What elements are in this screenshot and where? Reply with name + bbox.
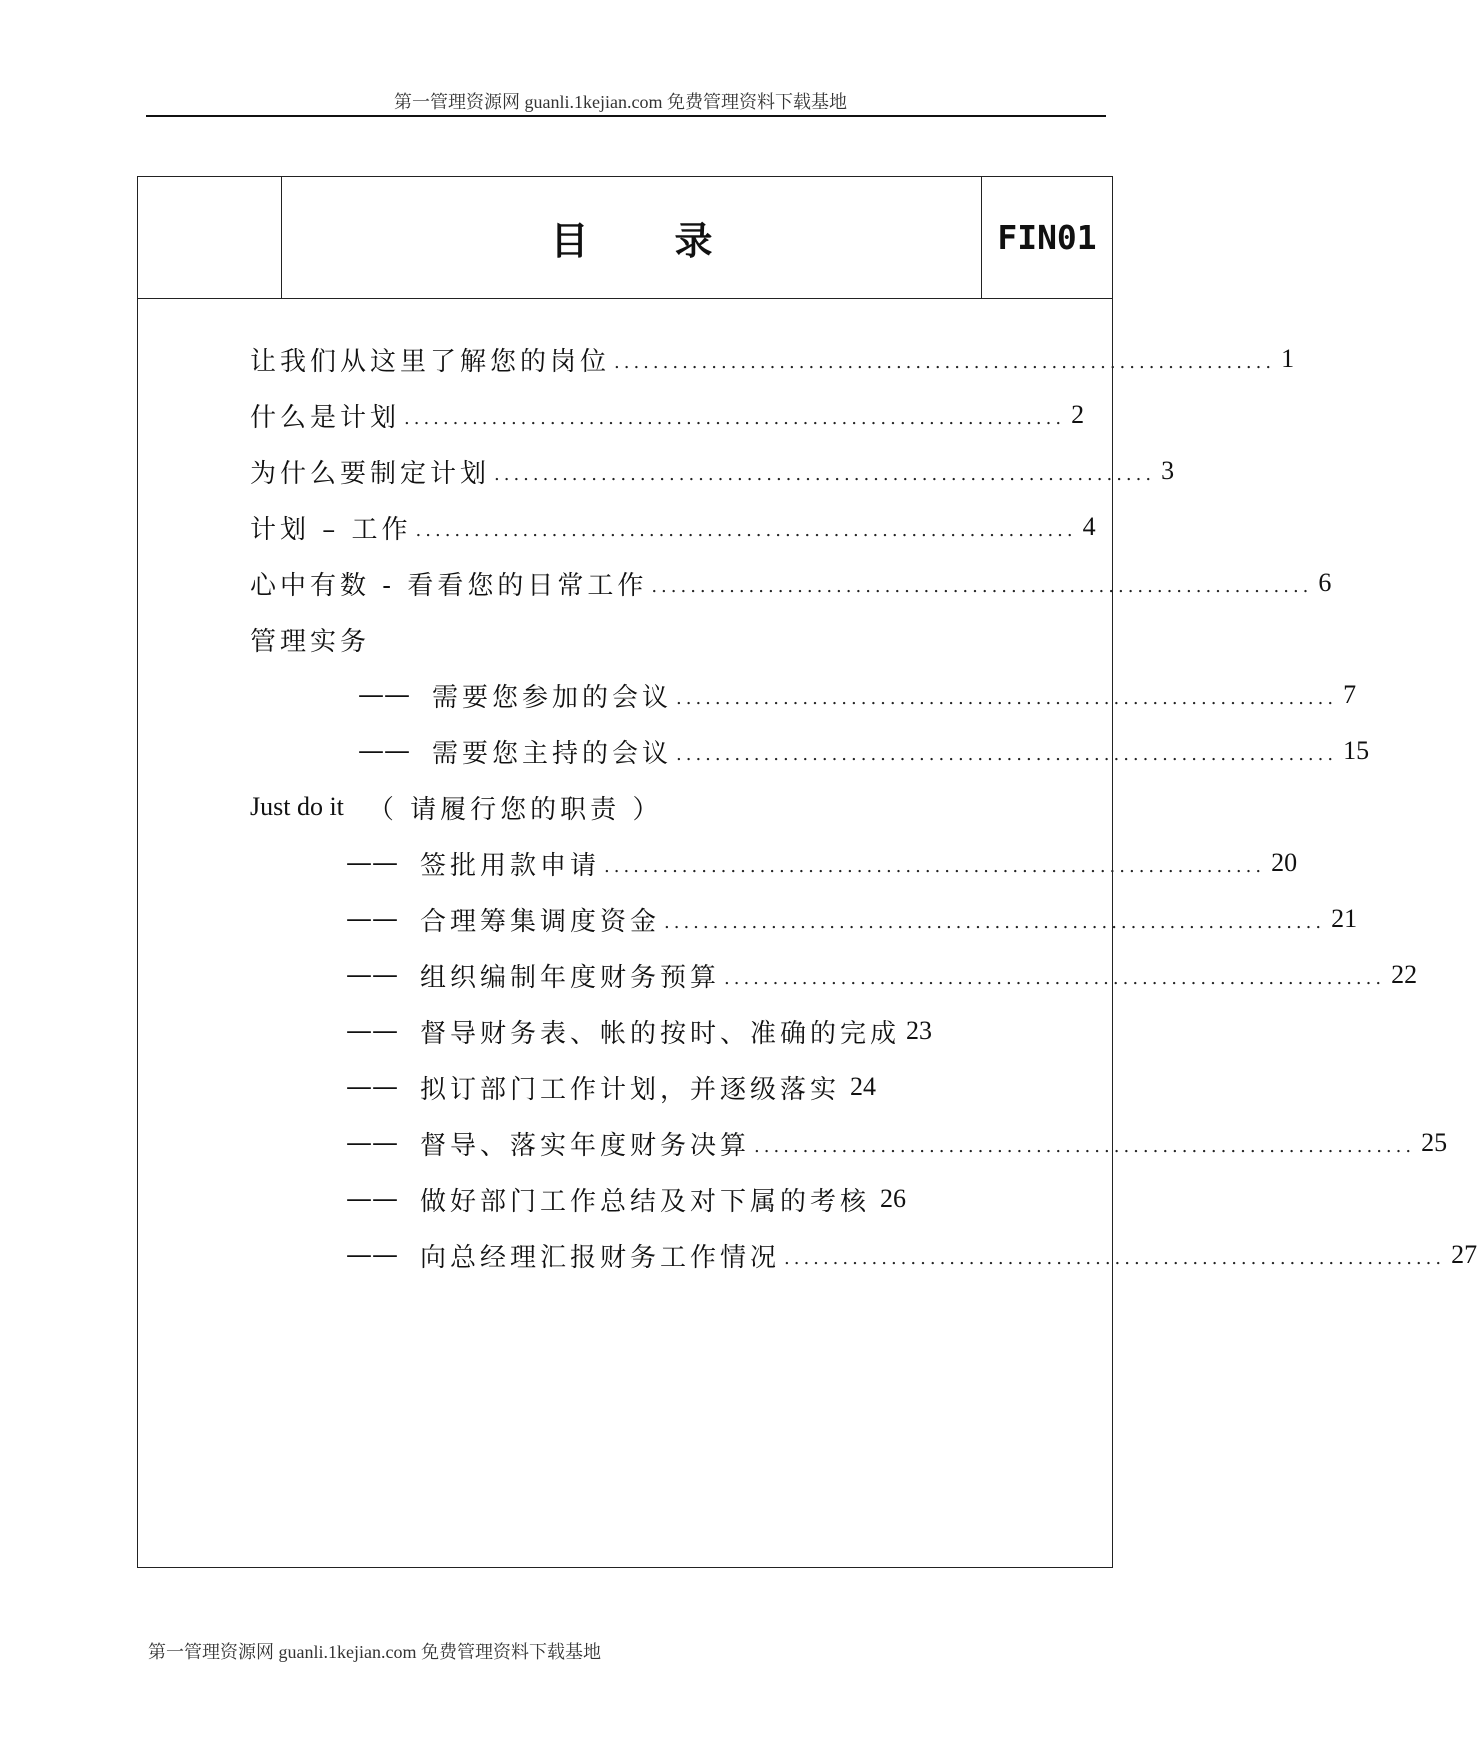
- toc-entry-text: 督导、落实年度财务决算: [420, 1130, 751, 1161]
- title-row-empty-cell: [138, 177, 282, 298]
- toc-entry[interactable]: [346, 899, 1358, 939]
- toc-entry-text: 需要您参加的会议: [432, 682, 673, 713]
- title-row: [138, 177, 1112, 299]
- toc-entry-text: 让我们从这里了解您的岗位: [250, 346, 611, 377]
- toc-entry-dash: ——: [358, 680, 410, 710]
- toc-entry[interactable]: [250, 507, 1096, 547]
- toc-entry-page: 1: [1281, 344, 1295, 373]
- page-footer-text: 第一管理资源网 guanli.1kejian.com 免费管理资料下载基地: [148, 1642, 601, 1662]
- toc-entry-dash: ——: [346, 1072, 398, 1102]
- toc-entry-page: 3: [1161, 456, 1175, 485]
- toc-entry-page: 6: [1318, 568, 1332, 597]
- toc-leader-dots: ....................................................................: [676, 744, 1338, 765]
- toc-entry[interactable]: [346, 1235, 1477, 1275]
- toc-entry-page: 21: [1331, 904, 1358, 933]
- toc-entry[interactable]: [358, 675, 1357, 715]
- toc-entry-text: 管理实务: [250, 626, 371, 657]
- toc-entry-page: 2: [1071, 400, 1085, 429]
- toc-entry[interactable]: [346, 955, 1418, 995]
- toc-entry-text: 组织编制年度财务预算: [420, 962, 721, 993]
- toc-leader-dots: ....................................................................: [614, 352, 1276, 373]
- toc-entry[interactable]: [346, 1011, 933, 1051]
- toc-entry-page: 26: [880, 1184, 907, 1213]
- toc-entry[interactable]: [250, 451, 1175, 491]
- toc-entry-dash: ——: [358, 736, 410, 766]
- toc-entry-text: 为什么要制定计划: [250, 458, 491, 489]
- toc-entry-text: 拟订部门工作计划，并逐级落实: [420, 1074, 841, 1105]
- toc-entry[interactable]: [346, 843, 1298, 883]
- toc-entry-text: 什么是计划: [250, 402, 401, 433]
- toc-entry-dash: ——: [346, 1240, 398, 1270]
- toc-entry-text: 向总经理汇报财务工作情况: [420, 1242, 781, 1273]
- toc-entry[interactable]: [346, 1067, 877, 1107]
- toc-entry-page: 25: [1421, 1128, 1448, 1157]
- toc-entry-latin-text: Just do it: [250, 792, 344, 821]
- toc-leader-dots: ....................................................................: [651, 576, 1313, 597]
- toc-entry-page: 7: [1343, 680, 1357, 709]
- page-header-text: 第一管理资源网 guanli.1kejian.com 免费管理资料下载基地: [394, 92, 847, 112]
- toc-entry[interactable]: [250, 395, 1085, 435]
- toc-entry-dash: ——: [346, 904, 398, 934]
- toc-entry-dash: ——: [346, 848, 398, 878]
- toc-entry-text: 心中有数 - 看看您的日常工作: [250, 570, 648, 601]
- toc-entry-text: 督导财务表、帐的按时、准确的完成: [420, 1018, 901, 1049]
- toc-leader-dots: ....................................................................: [415, 520, 1077, 541]
- document-frame: [137, 176, 1477, 1568]
- toc-section-heading[interactable]: [250, 619, 550, 659]
- toc-entry-dash: ——: [346, 960, 398, 990]
- toc-entry-dash: ——: [346, 1016, 398, 1046]
- toc-leader-dots: ....................................................................: [404, 408, 1066, 429]
- toc-leader-dots: ....................................................................: [754, 1136, 1416, 1157]
- toc-leader-dots: ....................................................................: [676, 688, 1338, 709]
- toc-entry-page: 23: [906, 1016, 933, 1045]
- toc-entry[interactable]: [250, 563, 1332, 603]
- toc-entry-page: 22: [1391, 960, 1418, 989]
- toc-leader-dots: ....................................................................: [784, 1248, 1446, 1269]
- toc-entry-text: （ 请履行您的职责 ）: [367, 794, 663, 825]
- toc-entry[interactable]: [346, 1123, 1448, 1163]
- toc-entry-dash: ——: [346, 1128, 398, 1158]
- title-cell: [282, 177, 982, 298]
- document-title: 目录: [550, 219, 799, 263]
- toc-entry-text: 合理筹集调度资金: [420, 906, 661, 937]
- toc-entry-page: 24: [850, 1072, 877, 1101]
- document-code: FIN01: [997, 218, 1097, 257]
- toc-entry-text: 计划 – 工作: [250, 514, 412, 545]
- header-rule: [146, 115, 1106, 117]
- toc-entry-page: 20: [1271, 848, 1298, 877]
- toc-entry-text: 做好部门工作总结及对下属的考核: [420, 1186, 871, 1217]
- toc-entry-dash: ——: [346, 1184, 398, 1214]
- toc-leader-dots: ....................................................................: [724, 968, 1386, 989]
- toc-entry-page: 4: [1082, 512, 1096, 541]
- toc-entry[interactable]: [346, 1179, 907, 1219]
- toc-section-heading[interactable]: [250, 787, 750, 827]
- toc-entry[interactable]: [358, 731, 1370, 771]
- toc-entry-text: 需要您主持的会议: [432, 738, 673, 769]
- toc-leader-dots: ....................................................................: [664, 912, 1326, 933]
- toc-entry-page: 15: [1343, 736, 1370, 765]
- toc-entry-page: 27: [1451, 1240, 1477, 1269]
- toc-leader-dots: ....................................................................: [604, 856, 1266, 877]
- toc-entry-text: 签批用款申请: [420, 850, 601, 881]
- toc-entry[interactable]: [250, 339, 1295, 379]
- toc-leader-dots: ....................................................................: [494, 464, 1156, 485]
